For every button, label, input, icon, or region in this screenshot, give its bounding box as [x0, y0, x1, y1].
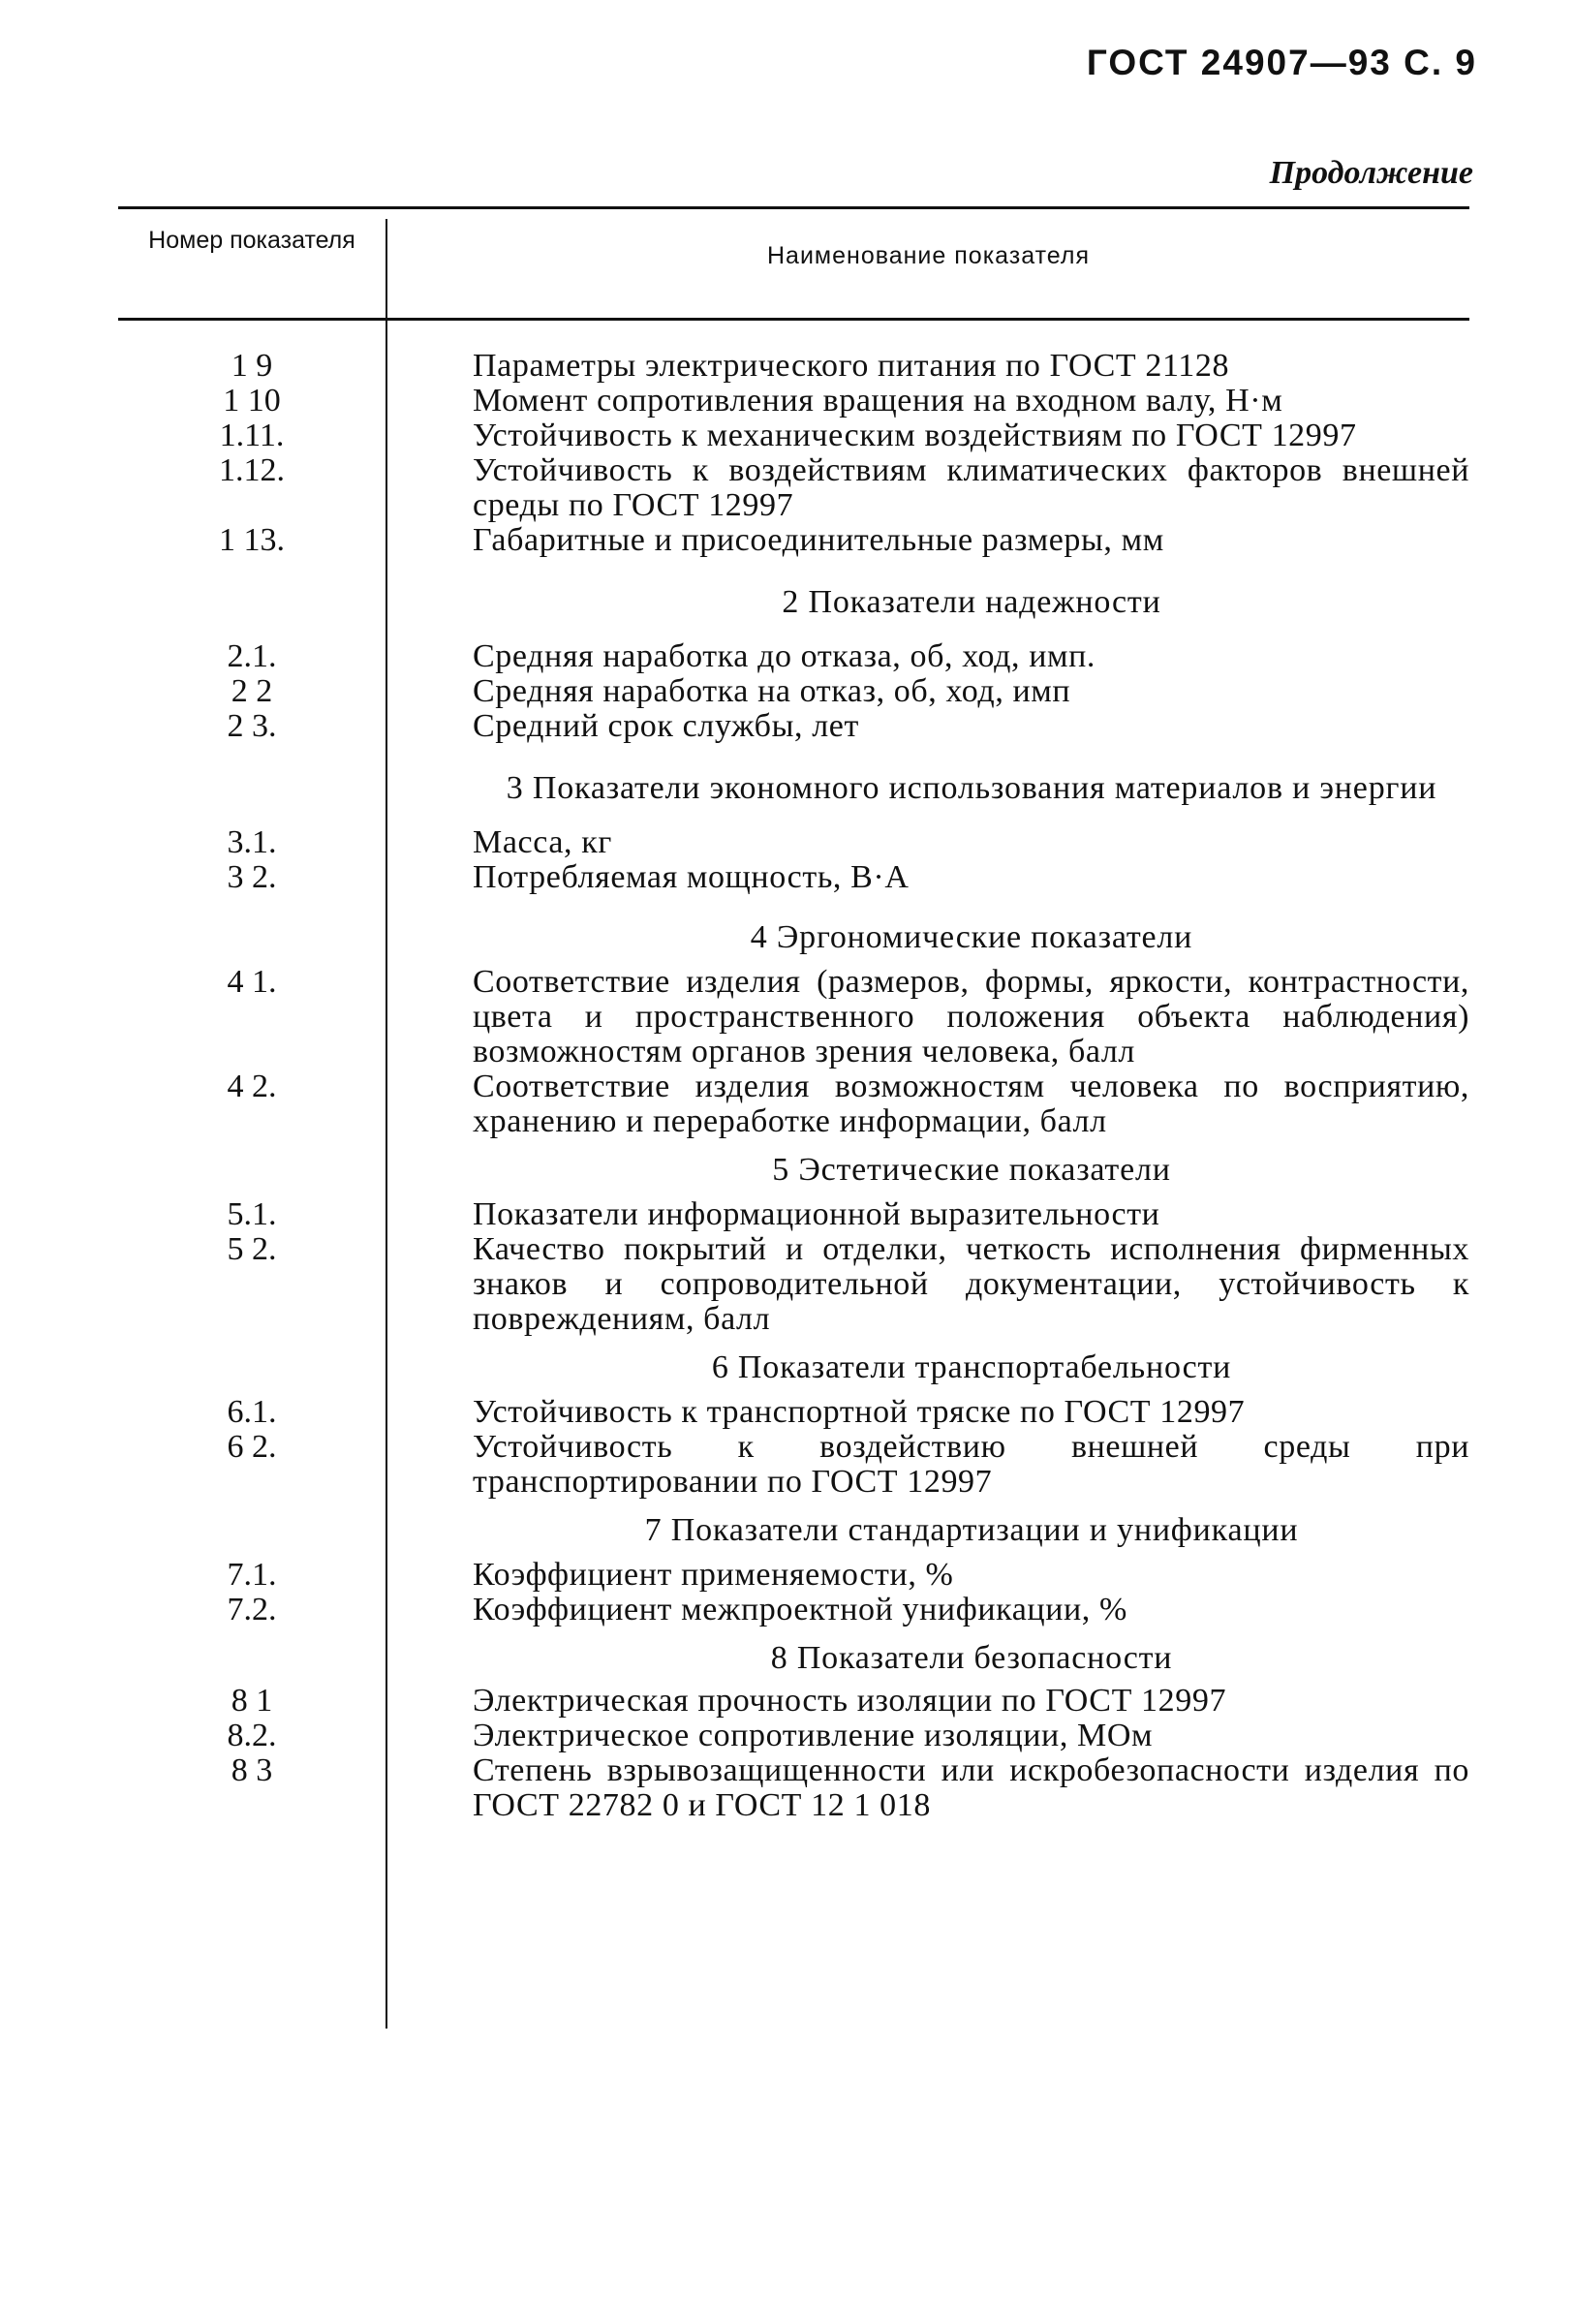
- table-header-rule: [118, 318, 1469, 321]
- indicator-name: Габаритные и присоединительные размеры, мм: [473, 522, 1164, 558]
- section-title: 7 Показатели стандартизации и унификации: [644, 1512, 1299, 1548]
- table-row: [118, 825, 1469, 860]
- table-row: [118, 1430, 1469, 1500]
- table-row: [118, 1395, 1469, 1430]
- indicator-number: 8 3: [231, 1752, 273, 1788]
- indicator-number: 5.1.: [227, 1196, 277, 1232]
- section-title: 3 Показатели экономного использования материалов и энергии: [506, 770, 1437, 806]
- column-header-name: Наименование показателя: [767, 242, 1090, 269]
- indicator-name: Параметры электрического питания по ГОСТ 21128: [473, 348, 1230, 384]
- table-row: [118, 674, 1469, 709]
- indicator-name: Коэффициент межпроектной унификации, %: [473, 1592, 1127, 1627]
- continuation-label: Продолжение: [1269, 155, 1473, 191]
- section-title: 5 Эстетические показатели: [772, 1152, 1171, 1188]
- indicator-name: Устойчивость к воздействию внешней среды при транспортировании по ГОСТ 12997: [473, 1429, 1469, 1500]
- table-row: [118, 1197, 1469, 1232]
- indicator-name: Соответствие изделия возможностям человека по восприятию, хранению и переработке информации, балл: [473, 1069, 1469, 1139]
- indicator-number: 3.1.: [227, 824, 277, 860]
- table-row: [118, 349, 1469, 384]
- table-row: [118, 418, 1469, 453]
- table-row: [118, 709, 1469, 744]
- indicator-name: Электрическая прочность изоляции по ГОСТ 12997: [473, 1683, 1227, 1719]
- section-title: 8 Показатели безопасности: [770, 1640, 1173, 1676]
- indicator-number: 7.2.: [227, 1592, 277, 1627]
- indicator-name: Показатели информационной выразительности: [473, 1196, 1160, 1232]
- table-row: [118, 965, 1469, 1069]
- indicator-number: 6.1.: [227, 1394, 277, 1430]
- indicator-name: Степень взрывозащищенности или искробезопасности изделия по ГОСТ 22782 0 и ГОСТ 12 1 018: [473, 1752, 1469, 1823]
- table-top-rule: [118, 206, 1469, 209]
- indicator-number: 4 2.: [227, 1069, 277, 1104]
- indicator-number: 3 2.: [227, 859, 277, 895]
- table-row: [118, 1684, 1469, 1719]
- table-row: [118, 860, 1469, 895]
- section-title: 2 Показатели надежности: [782, 584, 1161, 620]
- indicator-name: Средняя наработка на отказ, об, ход, имп: [473, 673, 1071, 709]
- indicator-number: 4 1.: [227, 964, 277, 1000]
- indicator-name: Момент сопротивления вращения на входном валу, Н·м: [473, 383, 1283, 418]
- indicator-number: 6 2.: [227, 1429, 277, 1465]
- table-row: [118, 1232, 1469, 1337]
- indicator-name: Потребляемая мощность, В·А: [473, 859, 910, 895]
- table-row: [118, 1719, 1469, 1753]
- section-title: 6 Показатели транспортабельности: [711, 1349, 1232, 1385]
- indicator-name: Соответствие изделия (размеров, формы, яркости, контрастности, цвета и пространственного положения объекта наблюдения) возможностям органов зрения человека, балл: [473, 964, 1469, 1069]
- indicator-name: Устойчивость к транспортной тряске по ГОСТ 12997: [473, 1394, 1246, 1430]
- indicator-name: Электрическое сопротивление изоляции, МОм: [473, 1718, 1154, 1753]
- indicator-number: 7.1.: [227, 1557, 277, 1593]
- indicator-number: 1 10: [223, 383, 281, 418]
- indicator-number: 1 13.: [219, 522, 285, 558]
- indicator-number: 1.12.: [219, 452, 285, 488]
- indicator-number: 1.11.: [219, 418, 285, 453]
- indicator-name: Средняя наработка до отказа, об, ход, имп.: [473, 638, 1096, 674]
- indicator-number: 8 1: [231, 1683, 273, 1719]
- indicator-name: Устойчивость к воздействиям климатических факторов внешней среды по ГОСТ 12997: [473, 452, 1469, 523]
- indicator-name: Масса, кг: [473, 824, 612, 860]
- column-header-number: Номер показателя: [148, 227, 355, 254]
- indicator-number: 2 2: [231, 673, 273, 709]
- indicator-name: Средний срок службы, лет: [473, 708, 859, 744]
- table-row: [118, 1069, 1469, 1139]
- indicator-number: 5 2.: [227, 1231, 277, 1267]
- indicator-number: 2.1.: [227, 638, 277, 674]
- table-row: [118, 1558, 1469, 1593]
- indicator-name: Коэффициент применяемости, %: [473, 1557, 954, 1593]
- table-row: [118, 523, 1469, 558]
- indicator-number: 1 9: [231, 348, 273, 384]
- table-row: [118, 384, 1469, 418]
- table-row: [118, 453, 1469, 523]
- page-header: ГОСТ 24907—93 С. 9: [1086, 43, 1477, 82]
- table-row: [118, 1753, 1469, 1823]
- table-row: [118, 639, 1469, 674]
- table-body: [118, 349, 1469, 1823]
- indicator-number: 2 3.: [227, 708, 277, 744]
- section-title: 4 Эргономические показатели: [750, 919, 1193, 955]
- indicator-name: Качество покрытий и отделки, четкость исполнения фирменных знаков и сопроводительной документации, устойчивость к повреждениям, балл: [473, 1231, 1469, 1337]
- indicator-name: Устойчивость к механическим воздействиям по ГОСТ 12997: [473, 418, 1357, 453]
- table-row: [118, 1593, 1469, 1627]
- indicator-number: 8.2.: [227, 1718, 277, 1753]
